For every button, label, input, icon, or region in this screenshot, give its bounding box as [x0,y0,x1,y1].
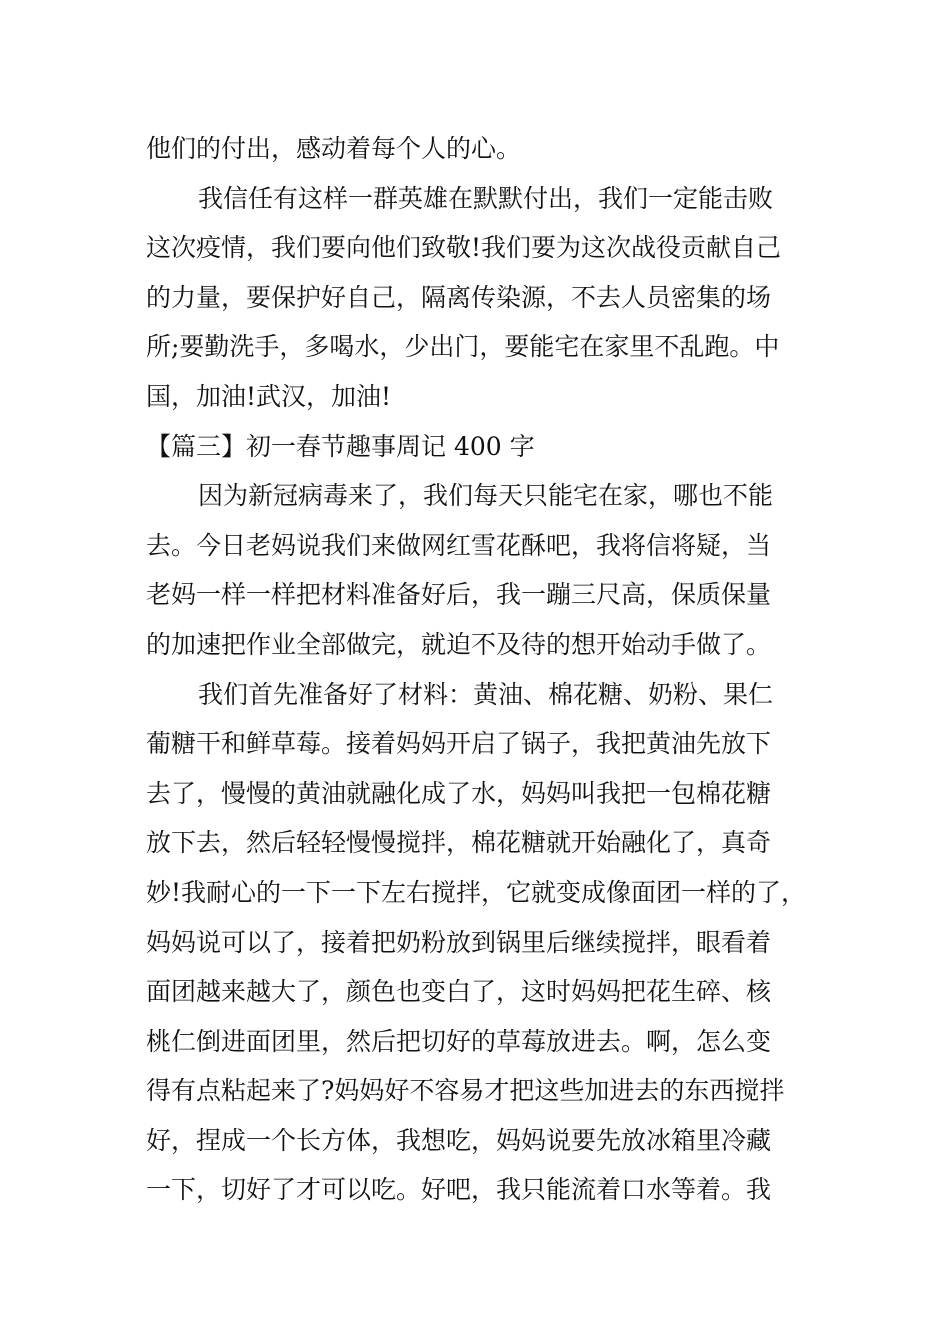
text-line: 的力量，要保护好自己，隔离传染源，不去人员密集的场 [146,282,772,312]
text-line: 这次疫情，我们要向他们致敬!我们要为这次战役贡献自己 [146,233,782,263]
text-line: 葡糖干和鲜草莓。接着妈妈开启了锅子，我把黄油先放下 [146,729,772,759]
text-line: 面团越来越大了，颜色也变白了，这时妈妈把花生碎、核 [146,977,772,1007]
text-line: 老妈一样一样把材料准备好后，我一蹦三尺高，保质保量 [146,580,772,610]
text-line: 国，加油!武汉，加油! [146,381,392,411]
text-line: 放下去，然后轻轻慢慢搅拌，棉花糖就开始融化了，真奇 [146,828,772,858]
text-line: 得有点粘起来了?妈妈好不容易才把这些加进去的东西搅拌 [146,1076,785,1106]
text-line: 妙!我耐心的一下一下左右搅拌，它就变成像面团一样的了， [146,877,807,907]
text-line: 的加速把作业全部做完，就迫不及待的想开始动手做了。 [146,629,772,659]
text-line: 去了，慢慢的黄油就融化成了水，妈妈叫我把一包棉花糖 [146,778,772,808]
paragraph-line: 我信任有这样一群英雄在默默付出，我们一定能击败 [198,183,774,213]
paragraph-line: 因为新冠病毒来了，我们每天只能宅在家，哪也不能 [198,481,774,511]
text-line: 桃仁倒进面团里，然后把切好的草莓放进去。啊，怎么变 [146,1026,772,1056]
text-line: 所;要勤洗手，多喝水，少出门，要能宅在家里不乱跑。中 [146,332,780,362]
section-heading: 【篇三】初一春节趣事周记 400 字 [146,431,535,461]
text-line: 去。今日老妈说我们来做网红雪花酥吧，我将信将疑，当 [146,530,772,560]
paragraph-line: 我们首先准备好了材料：黄油、棉花糖、奶粉、果仁 [198,679,774,709]
text-line: 他们的付出，感动着每个人的心。 [146,134,522,163]
text-line: 一下，切好了才可以吃。好吧，我只能流着口水等着。我 [146,1175,772,1205]
document-body [146,124,826,1215]
text-line: 妈妈说可以了，接着把奶粉放到锅里后继续搅拌，眼看着 [146,927,772,957]
text-line: 好，捏成一个长方体，我想吃，妈妈说要先放冰箱里冷藏 [146,1125,772,1155]
